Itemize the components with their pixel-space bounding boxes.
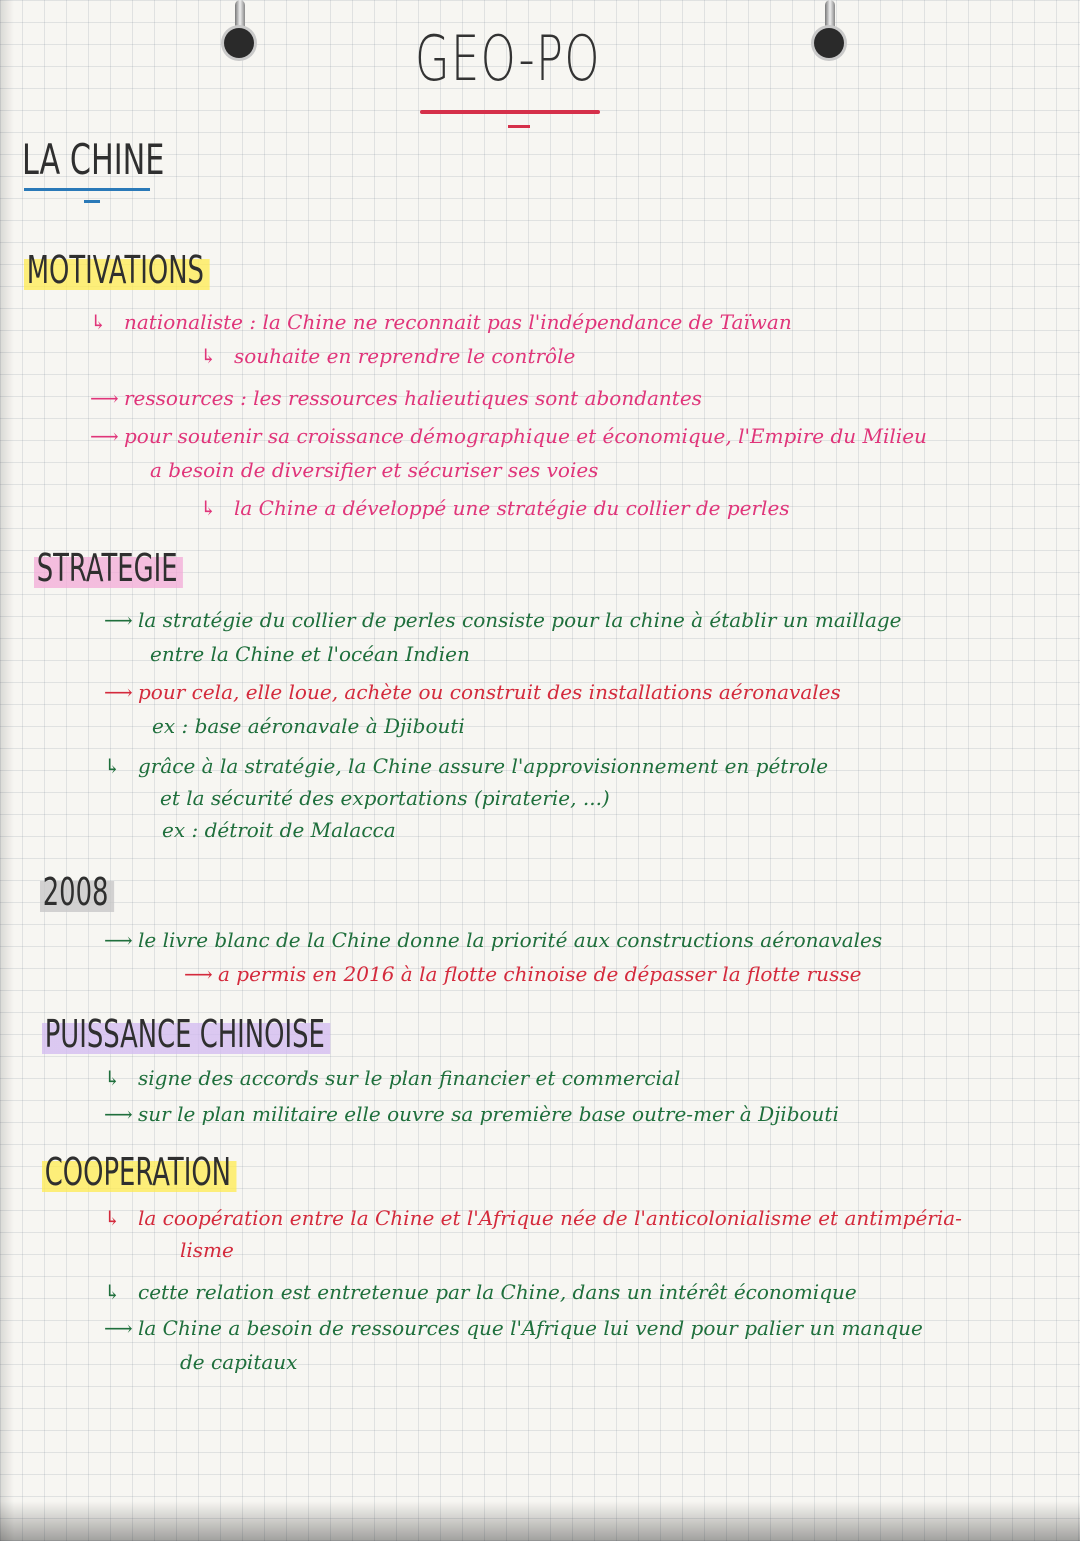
page-shadow-bottom — [0, 1501, 1080, 1541]
page-shadow-left — [0, 0, 14, 1541]
arrow-icon: ⟶ — [104, 928, 133, 952]
section-heading-2008: 2008 — [40, 870, 114, 914]
motivation-line: ⟶ ressources : les ressources halieutiques sont abondantes — [90, 386, 702, 410]
arrow-icon: ↳ — [104, 1280, 121, 1304]
year-2008-line: ⟶ a permis en 2016 à la flotte chinoise de dépasser la flotte russe — [184, 962, 862, 986]
page-title: GEO-PO — [415, 22, 601, 95]
arrow-icon: ⟶ — [90, 424, 119, 448]
strategie-line: ex : détroit de Malacca — [162, 818, 396, 842]
puissance-line: ↳ signe des accords sur le plan financier et commercial — [104, 1066, 681, 1090]
arrow-icon: ↳ — [90, 310, 107, 334]
year-2008-line: ⟶ le livre blanc de la Chine donne la priorité aux constructions aéronavales — [104, 928, 883, 952]
arrow-icon: ↳ — [104, 1206, 121, 1230]
title-underline — [420, 110, 600, 114]
subject-underline — [24, 188, 150, 191]
arrow-icon: ⟶ — [90, 386, 119, 410]
puissance-line: ⟶ sur le plan militaire elle ouvre sa première base outre-mer à Djibouti — [104, 1102, 839, 1126]
binder-ring-icon — [808, 0, 852, 62]
strategie-line: ex : base aéronavale à Djibouti — [152, 714, 465, 738]
binder-ring-icon — [218, 0, 262, 62]
section-heading-puissance: PUISSANCE CHINOISE — [42, 1012, 330, 1056]
subject-underline-dash — [84, 200, 100, 203]
motivation-line: ⟶ pour soutenir sa croissance démographique et économique, l'Empire du Milieu — [90, 424, 927, 448]
arrow-icon: ⟶ — [104, 680, 133, 704]
cooperation-line: lisme — [180, 1238, 234, 1262]
strategie-line: et la sécurité des exportations (piraterie, ...) — [160, 786, 610, 810]
strategie-line: entre la Chine et l'océan Indien — [150, 642, 470, 666]
cooperation-line: ↳ la coopération entre la Chine et l'Afrique née de l'anticolonialisme et antimpéria- — [104, 1206, 962, 1230]
motivation-line: ↳ souhaite en reprendre le contrôle — [200, 344, 576, 368]
arrow-icon: ↳ — [104, 1066, 121, 1090]
arrow-icon: ↳ — [104, 754, 121, 778]
cooperation-line: de capitaux — [180, 1350, 298, 1374]
cooperation-line: ⟶ la Chine a besoin de ressources que l'Afrique lui vend pour palier un manque — [104, 1316, 923, 1340]
strategie-line: ⟶ la stratégie du collier de perles consiste pour la chine à établir un maillage — [104, 608, 902, 632]
motivation-line: ↳ nationaliste : la Chine ne reconnait pas l'indépendance de Taïwan — [90, 310, 792, 334]
strategie-line: ↳ grâce à la stratégie, la Chine assure l'approvisionnement en pétrole — [104, 754, 829, 778]
arrow-icon: ⟶ — [104, 1316, 133, 1340]
cooperation-line: ↳ cette relation est entretenue par la Chine, dans un intérêt économique — [104, 1280, 857, 1304]
arrow-icon: ↳ — [200, 496, 217, 520]
motivation-line: ↳ la Chine a développé une stratégie du collier de perles — [200, 496, 790, 520]
arrow-icon: ↳ — [200, 344, 217, 368]
title-underline-dash — [508, 125, 530, 128]
strategie-line: ⟶ pour cela, elle loue, achète ou construit des installations aéronavales — [104, 680, 841, 704]
section-heading-strategie: STRATEGIE — [34, 546, 183, 590]
section-heading-cooperation: COOPERATION — [42, 1150, 236, 1194]
section-heading-motivations: MOTIVATIONS — [24, 248, 209, 292]
arrow-icon: ⟶ — [104, 1102, 133, 1126]
arrow-icon: ⟶ — [104, 608, 133, 632]
arrow-icon: ⟶ — [184, 962, 213, 986]
motivation-line: a besoin de diversifier et sécuriser ses voies — [150, 458, 599, 482]
subject-title: LA CHINE — [22, 135, 165, 184]
